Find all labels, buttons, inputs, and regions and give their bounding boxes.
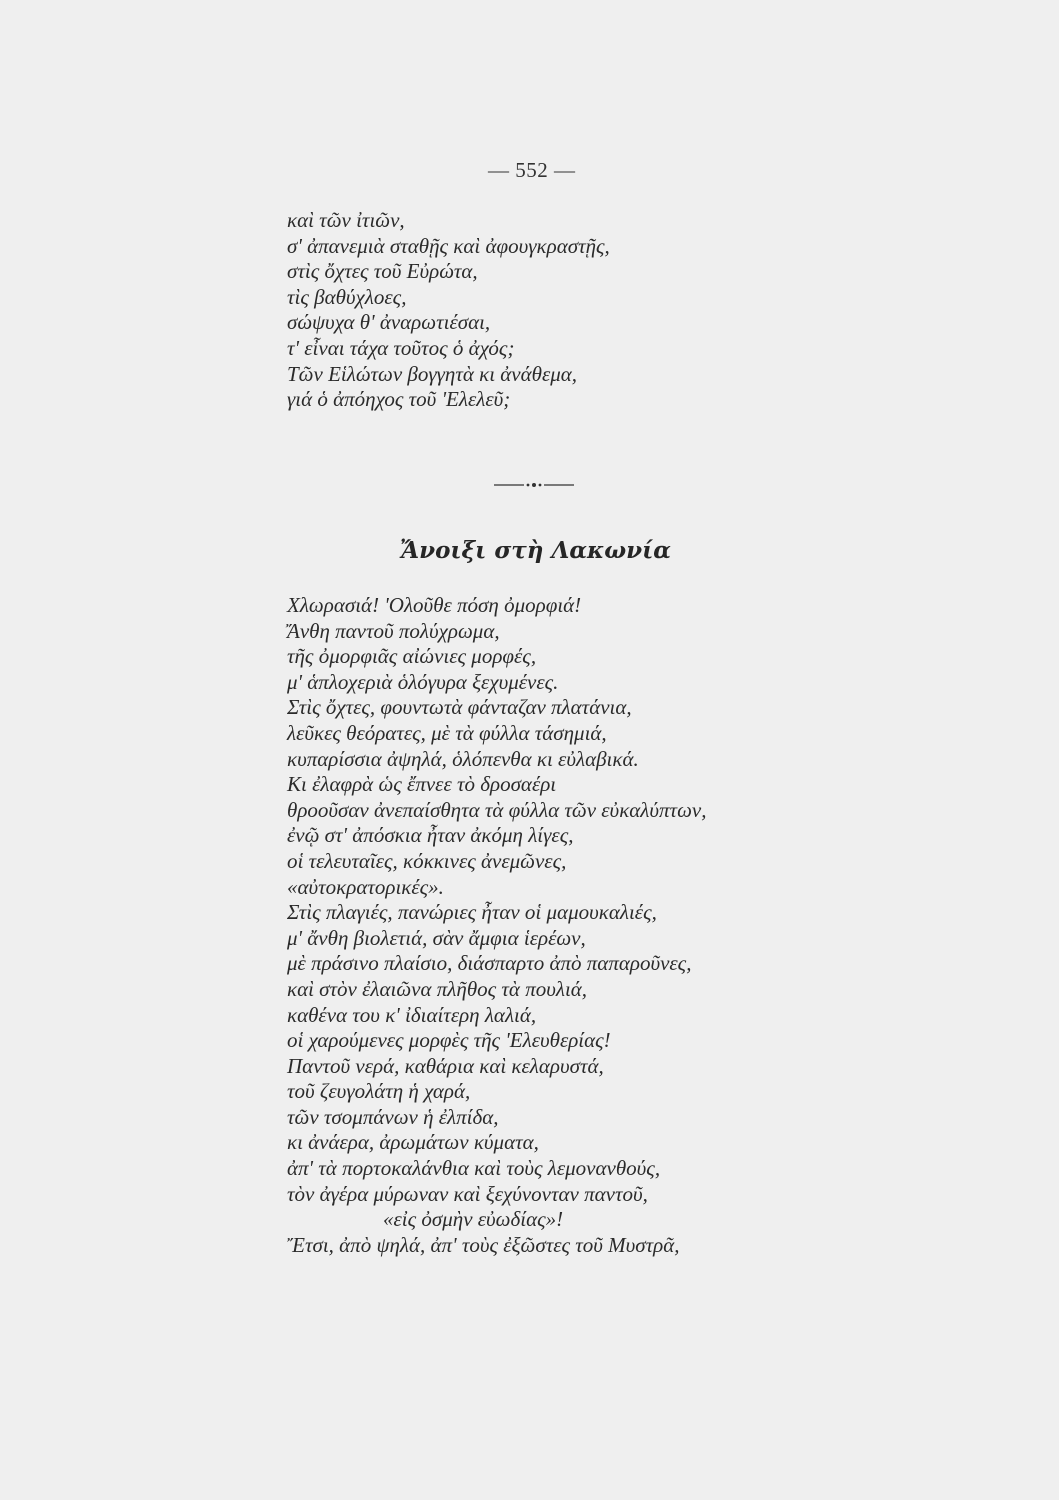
poem-line: λεῦκες θεόρατες, μὲ τὰ φύλλα τάσημιά, [287,720,607,745]
poem-line: οἱ χαρούμενες μορφὲς τῆς 'Ελευθερίας! [287,1028,611,1053]
poem-line: θροοῦσαν ἀνεπαίσθητα τὰ φύλλα τῶν εὐκαλύπτων, [287,797,707,822]
poem-line: Ἄνθη παντοῦ πολύχρωμα, [287,618,500,643]
poem-line: ἐνῷ στ' ἀπόσκια ἦταν ἀκόμη λίγες, [287,823,574,848]
poem-line: τὶς βαθύχλοες, [287,284,407,309]
poem-line: Χλωρασιά! 'Ολοῦθε πόση ὀμορφιά! [287,593,582,617]
poem-line: στὶς ὄχτες τοῦ Εὐρώτα, [287,259,478,284]
poem-line: καὶ τῶν ἰτιῶν, [287,208,405,232]
poem-line: τ' εἶναι τάχα τοῦτος ὁ ἀχός; [287,335,515,360]
poem-line: μὲ πράσινο πλαίσιο, διάσπαρτο ἀπὸ παπαροῦνες, [287,951,692,976]
poem-line: σώψυχα θ' ἀναρωτιέσαι, [287,310,491,335]
poem-line: τῆς ὀμορφιᾶς αἰώνιες μορφές, [287,644,537,669]
poem-line: Ἔτσι, ἀπὸ ψηλά, ἀπ' τοὺς ἐξῶστες τοῦ Μυστρᾶ, [287,1232,680,1257]
poem-line: κυπαρίσσια ἀψηλά, ὁλόπενθα κι εὐλαβικά. [287,746,639,771]
poem-body [287,593,706,1258]
poem-line: τοῦ ζευγολάτη ἡ χαρά, [287,1079,471,1104]
poem-line: Στὶς ὄχτες, φουντωτὰ φάνταζαν πλατάνια, [287,695,632,720]
poem-line: «εἰς ὀσμὴν εὐωδίας»! [383,1207,564,1232]
section-title: Ἄνοιξι στὴ Λακωνία [400,537,671,564]
poem-line: «αὐτοκρατορικές». [287,874,444,899]
poem-line: γιά ὁ ἀπόηχος τοῦ 'Ελελεῦ; [287,387,511,412]
poem-line: καθένα του κ' ἰδιαίτερη λαλιά, [287,1002,537,1027]
poem-line: ἀπ' τὰ πορτοκαλάνθια καὶ τοὺς λεμονανθούς, [287,1156,661,1181]
section-divider [494,482,574,488]
poem-line: κι ἀνάερα, ἀρωμάτων κύματα, [287,1130,539,1155]
poem-line: καὶ στὸν ἐλαιῶνα πλῆθος τὰ πουλιά, [287,976,588,1001]
poem-line: σ' ἀπανεμιὰ σταθῇς καὶ ἀφουγκραστῇς, [287,233,610,258]
stanza-continuation [287,208,610,413]
poem-line: οἱ τελευταῖες, κόκκινες ἀνεμῶνες, [287,848,567,873]
poem-line: μ' ἁπλοχεριὰ ὁλόγυρα ξεχυμένες. [287,669,559,694]
poem-line: Παντοῦ νερά, καθάρια καὶ κελαρυστά, [287,1053,604,1078]
page-number: — 552 — [488,158,576,182]
poem-line: μ' ἄνθη βιολετιά, σὰν ἄμφια ἱερέων, [287,925,586,950]
poem-line: Κι ἐλαφρὰ ὡς ἔπνεε τὸ δροσαέρι [287,772,557,797]
poem-line: Τῶν Εἱλώτων βογγητὰ κι ἀνάθεμα, [287,361,578,386]
poem-line: Στὶς πλαγιές, πανώριες ἦταν οἱ μαμουκαλιές, [287,900,657,925]
poem-line: τῶν τσομπάνων ἡ ἐλπίδα, [287,1104,499,1129]
poem-line: τὸν ἀγέρα μύρωναν καὶ ξεχύνονταν παντοῦ, [287,1181,648,1206]
